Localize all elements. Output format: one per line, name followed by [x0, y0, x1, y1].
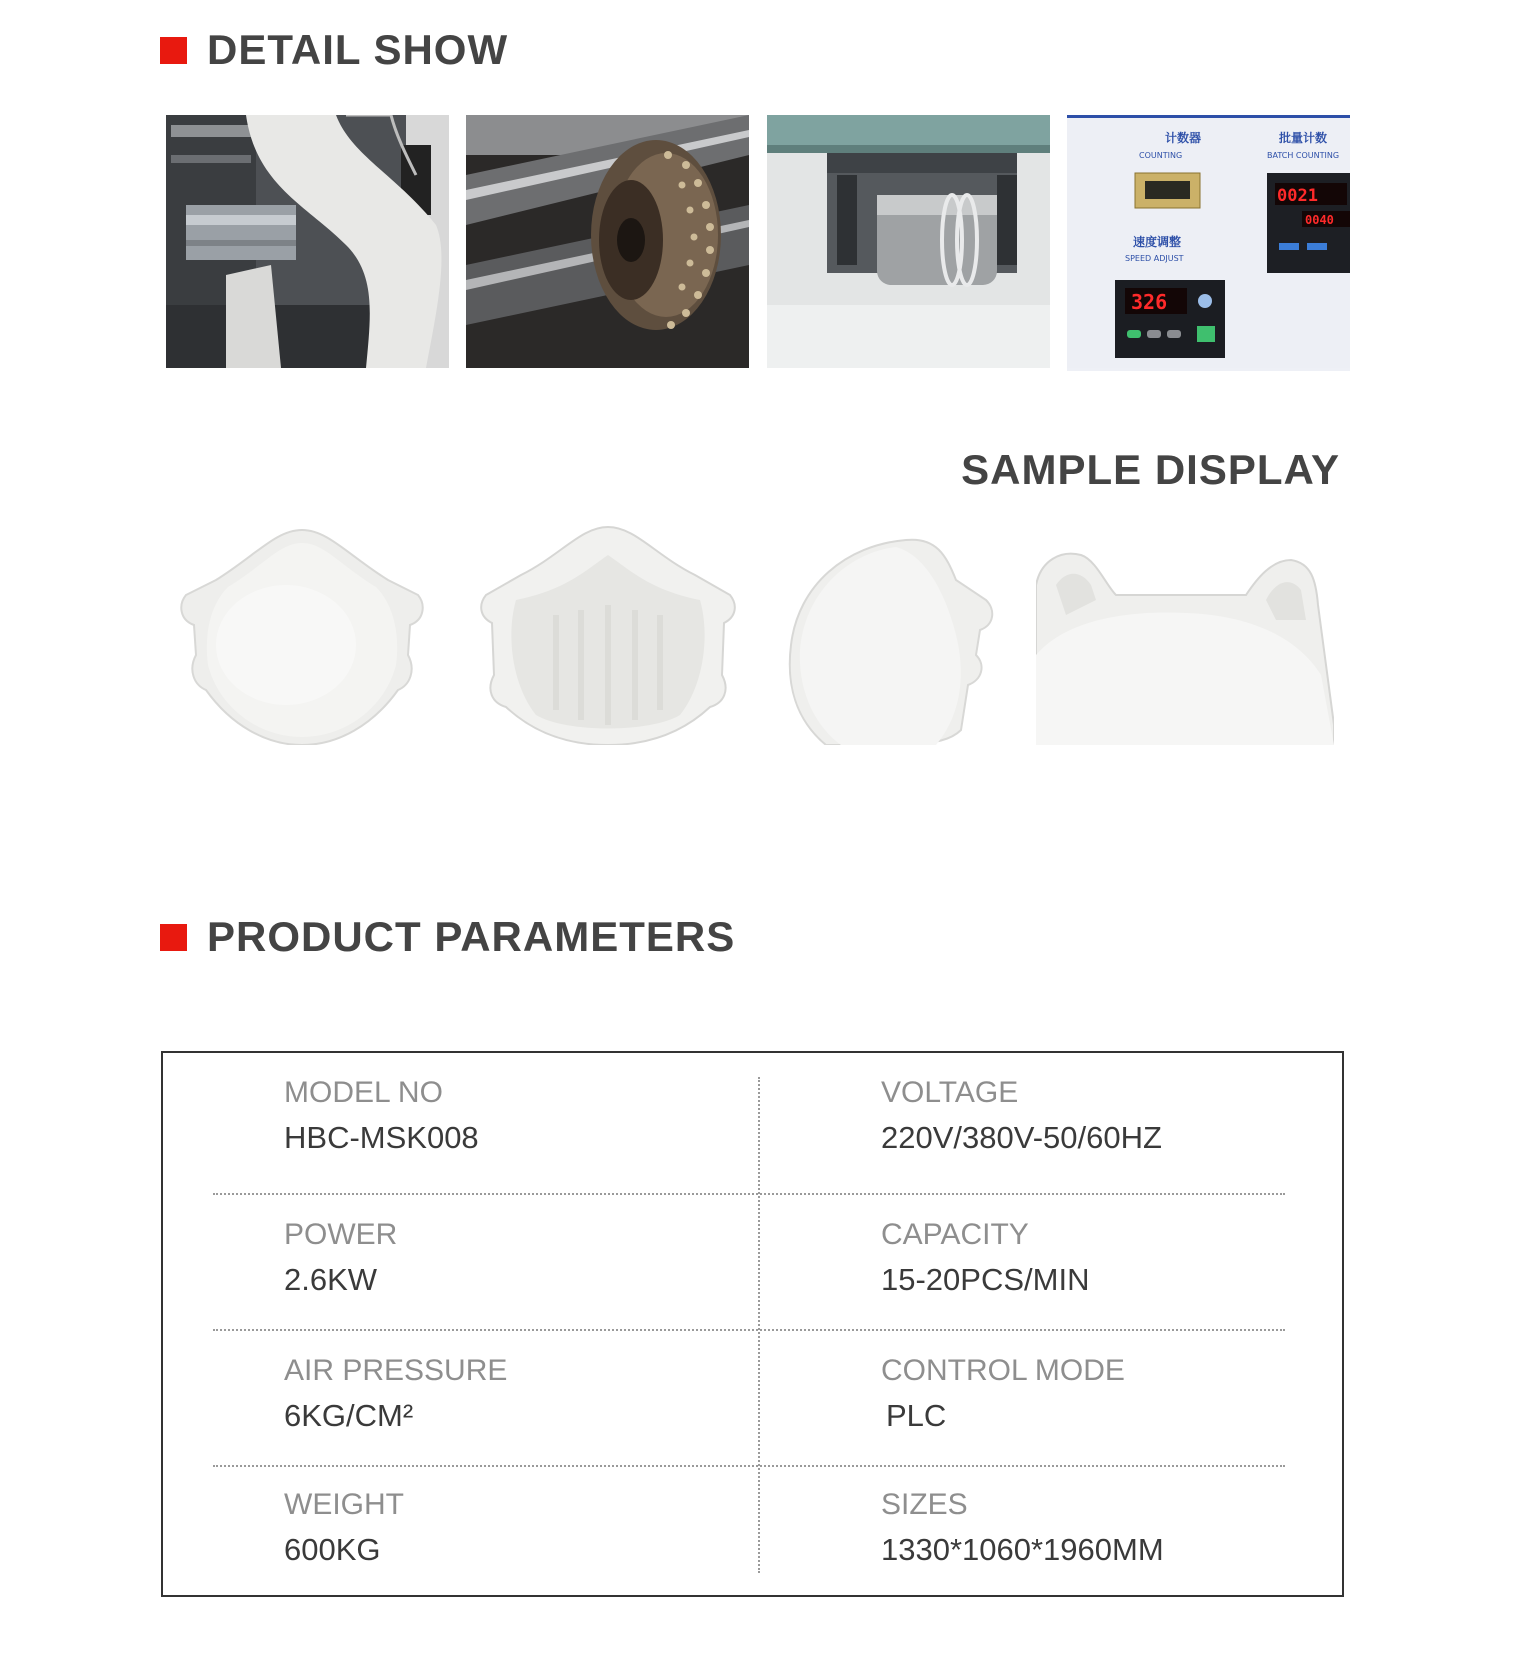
sample-mask-closeup — [1036, 525, 1334, 745]
param-value: HBC-MSK008 — [284, 1120, 479, 1155]
param-power — [284, 1217, 397, 1300]
batch-cn-label: 批量计数 — [1279, 131, 1328, 145]
param-label: VOLTAGE — [881, 1076, 1019, 1109]
row-divider — [213, 1193, 1285, 1195]
control-panel-illustration — [1067, 118, 1350, 368]
mask-closeup-illustration — [1036, 525, 1334, 745]
param-label: SIZES — [881, 1488, 968, 1521]
detail-photo-fabric-feed — [166, 115, 449, 368]
sample-mask-front — [176, 525, 428, 745]
param-label: MODEL NO — [284, 1076, 443, 1109]
detail-show-title: DETAIL SHOW — [207, 26, 509, 73]
welding-roller-illustration — [466, 115, 749, 368]
batch-display-top: 0021 — [1277, 186, 1318, 206]
parameters-table — [161, 1051, 1344, 1597]
param-value: PLC — [886, 1398, 947, 1433]
sample-mask-side — [786, 525, 1004, 745]
param-sizes — [881, 1487, 1164, 1570]
row-divider — [213, 1329, 1285, 1331]
detail-photo-control-panel — [1067, 115, 1350, 371]
sample-display-title: SAMPLE DISPLAY — [961, 446, 1340, 493]
detail-photo-press-roller — [767, 115, 1050, 368]
mask-side-illustration — [786, 525, 1004, 745]
param-capacity — [881, 1217, 1089, 1300]
column-divider — [758, 1077, 760, 1573]
param-label: CONTROL MODE — [881, 1354, 1125, 1387]
product-parameters-title: PRODUCT PARAMETERS — [207, 913, 736, 960]
detail-show-heading — [160, 26, 508, 74]
speed-en-label: SPEED ADJUST — [1125, 254, 1184, 263]
param-label: POWER — [284, 1218, 398, 1251]
param-control-mode — [881, 1353, 1125, 1436]
param-air-pressure — [284, 1353, 507, 1436]
batch-display-bottom: 0040 — [1305, 213, 1334, 227]
param-label: AIR PRESSURE — [284, 1354, 508, 1387]
row-divider — [213, 1465, 1285, 1467]
param-label: CAPACITY — [881, 1218, 1029, 1251]
fabric-feed-illustration — [166, 115, 449, 368]
batch-en-label: BATCH COUNTING — [1267, 151, 1340, 160]
param-model-no — [284, 1075, 479, 1158]
speed-cn-label: 速度调整 — [1133, 235, 1182, 249]
speed-display: 326 — [1131, 290, 1168, 314]
param-value: 220V/380V-50/60HZ — [881, 1120, 1162, 1155]
param-value: 15-20PCS/MIN — [881, 1262, 1090, 1297]
param-voltage — [881, 1075, 1162, 1158]
param-value: 2.6KW — [284, 1262, 378, 1297]
param-value: 1330*1060*1960MM — [881, 1532, 1164, 1567]
red-square-icon — [160, 37, 187, 64]
counting-en-label: COUNTING — [1139, 151, 1183, 160]
counting-cn-label: 计数器 — [1165, 131, 1202, 145]
mask-inside-illustration — [476, 525, 740, 745]
param-label: WEIGHT — [284, 1488, 404, 1521]
mask-front-illustration — [176, 525, 428, 745]
param-value: 600KG — [284, 1532, 381, 1567]
product-parameters-heading — [160, 913, 735, 961]
param-weight — [284, 1487, 404, 1570]
press-roller-illustration — [767, 115, 1050, 368]
param-value: 6KG/CM² — [284, 1398, 414, 1433]
red-square-icon — [160, 924, 187, 951]
detail-photo-welding-roller — [466, 115, 749, 368]
sample-mask-inside — [476, 525, 740, 745]
